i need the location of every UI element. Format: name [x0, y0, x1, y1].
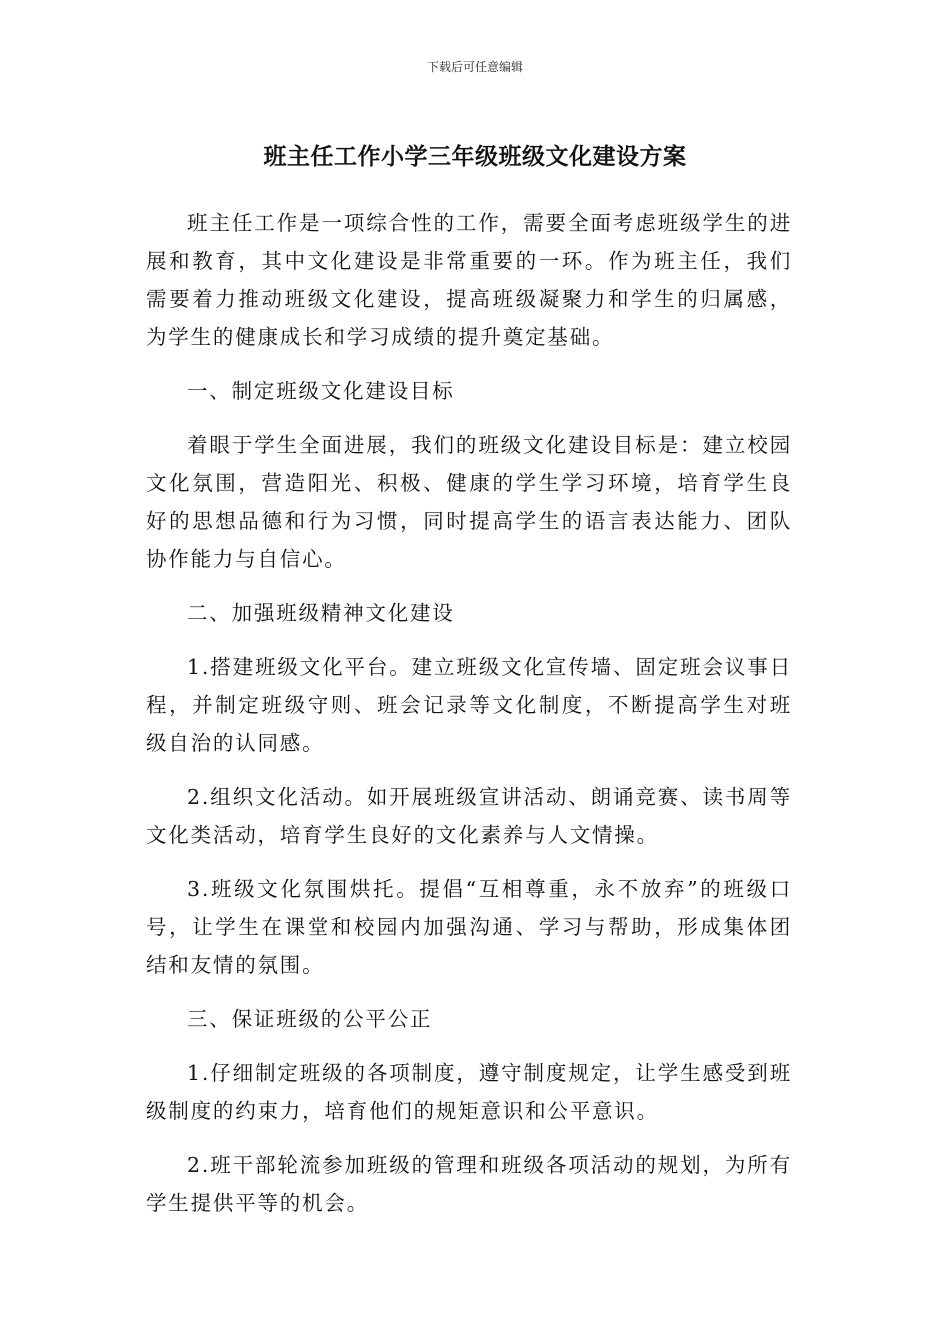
document-title: 班主任工作小学三年级班级文化建设方案: [263, 144, 687, 170]
section-3-item-2: 2.班干部轮流参加班级的管理和班级各项活动的规划，为所有学生提供平等的机会。: [146, 1153, 792, 1215]
section-2-item-3: 3.班级文化氛围烘托。提倡“互相尊重，永不放弃”的班级口号，让学生在课堂和校园内加强沟通、学习与帮助，形成集体团结和友情的氛围。: [146, 877, 792, 977]
intro-paragraph: 班主任工作是一项综合性的工作，需要全面考虑班级学生的进展和教育，其中文化建设是非常重要的一环。作为班主任，我们需要着力推动班级文化建设，提高班级凝聚力和学生的归属感，为学生的健康成长和学习成绩的提升奠定基础。: [146, 211, 792, 349]
section-2-item-1: 1.搭建班级文化平台。建立班级文化宣传墙、固定班会议事日程，并制定班级守则、班会记录等文化制度，不断提高学生对班级自治的认同感。: [146, 655, 792, 755]
document-body: [146, 204, 792, 1238]
section-heading-2: 二、加强班级精神文化建设: [187, 601, 455, 625]
section-3-item-1: 1.仔细制定班级的各项制度，遵守制度规定，让学生感受到班级制度的约束力，培育他们的规矩意识和公平意识。: [146, 1061, 792, 1123]
header-note: 下载后可任意编辑: [426, 60, 523, 74]
section-1-paragraph: 着眼于学生全面进展，我们的班级文化建设目标是：建立校园文化氛围，营造阳光、积极、健康的学生学习环境，培育学生良好的思想品德和行为习惯，同时提高学生的语言表达能力、团队协作能力与自信心。: [146, 433, 792, 571]
section-2-item-2: 2.组织文化活动。如开展班级宣讲活动、朗诵竞赛、读书周等文化类活动，培育学生良好的文化素养与人文情操。: [146, 785, 792, 847]
section-heading-1: 一、制定班级文化建设目标: [187, 379, 455, 403]
section-heading-3: 三、保证班级的公平公正: [187, 1007, 433, 1031]
